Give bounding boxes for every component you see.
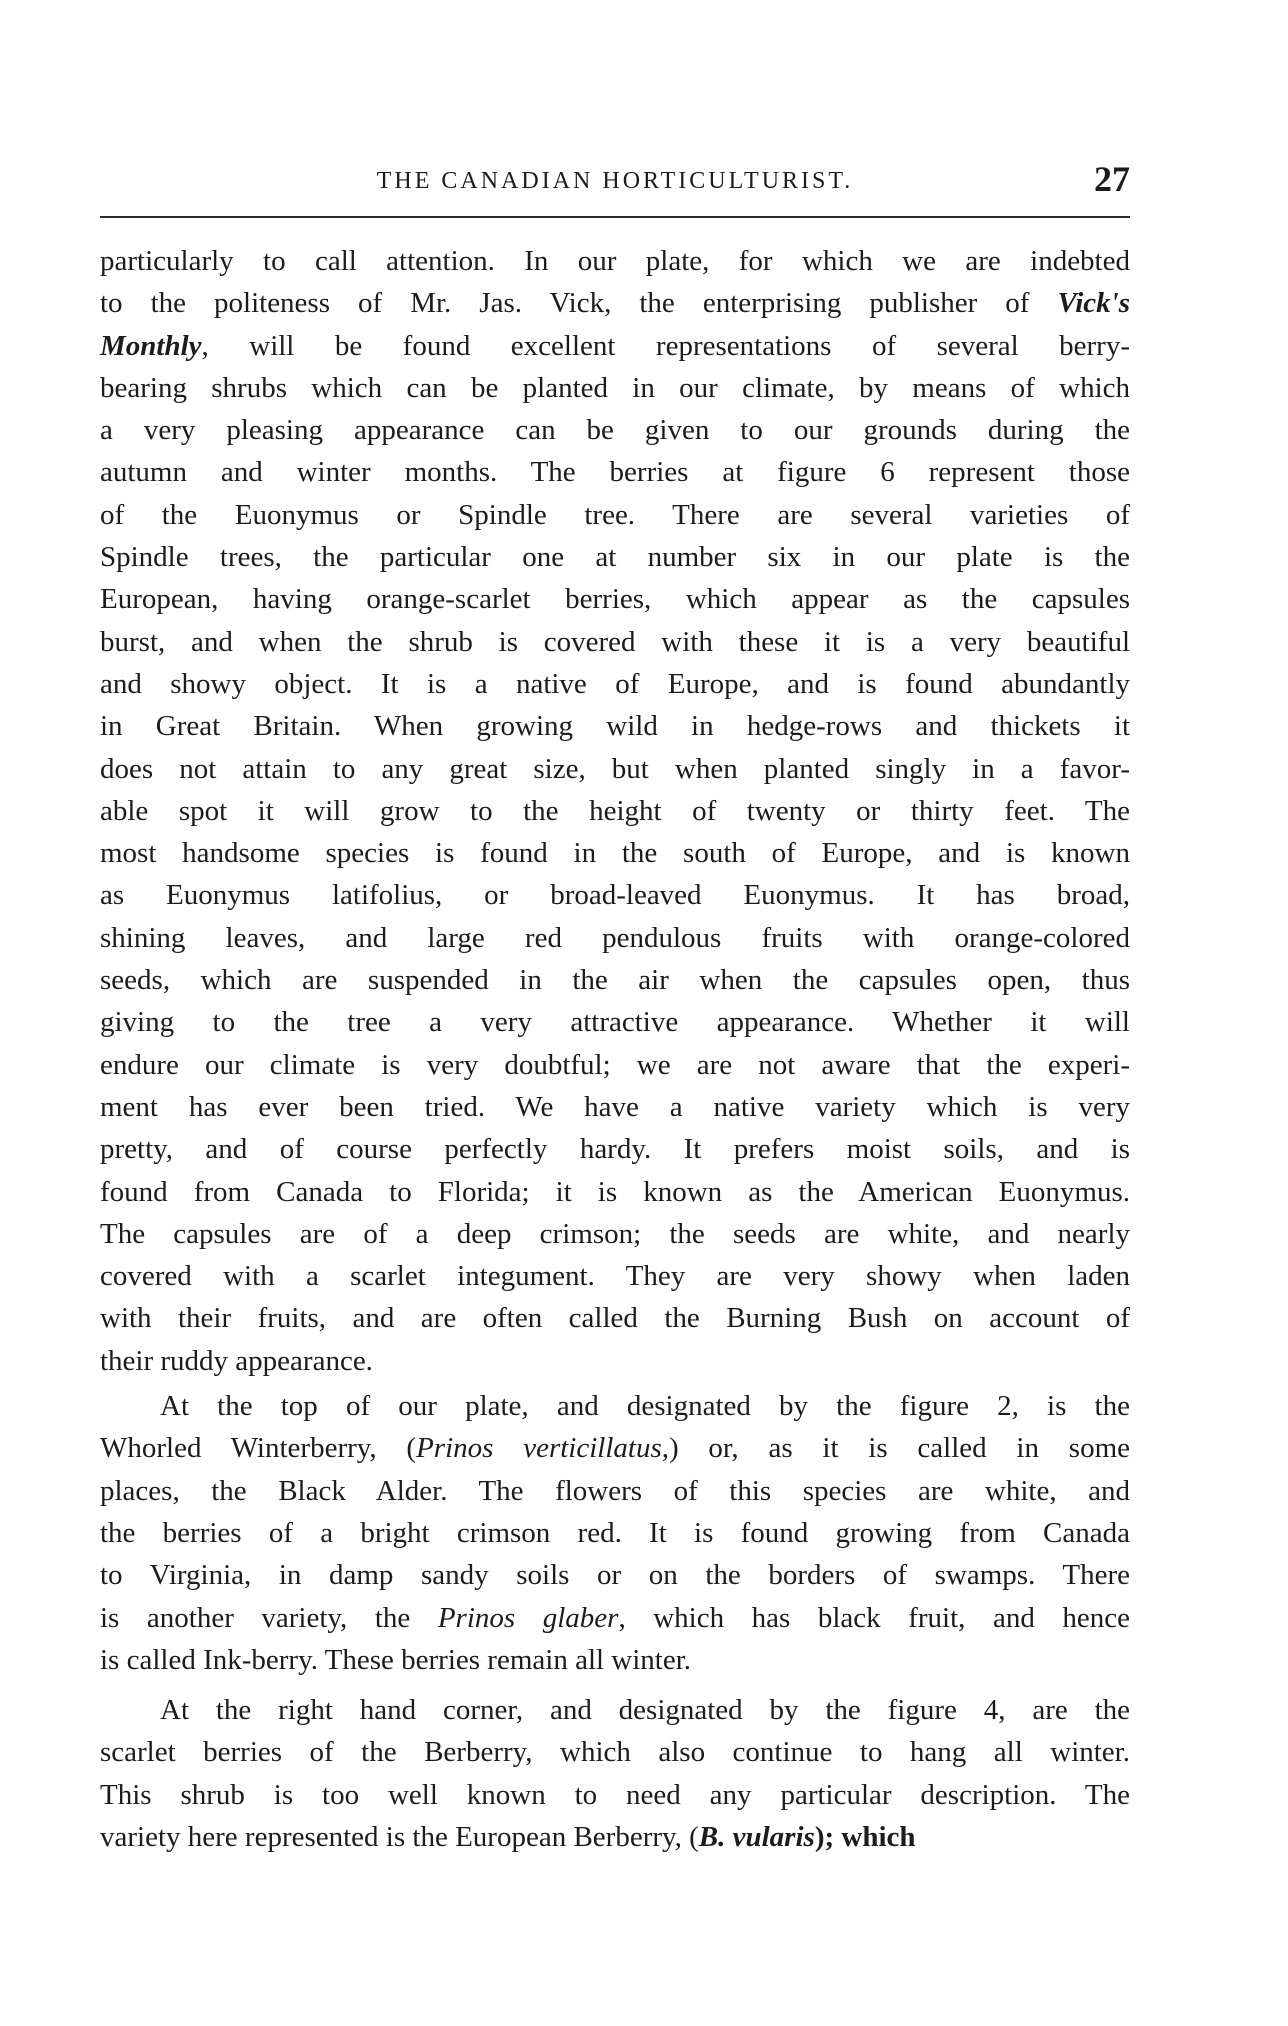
text-span: endure our climate is very doubtful; we are not aware that the experi-	[100, 1048, 1130, 1081]
text-line	[100, 621, 1130, 663]
text-line	[100, 451, 1130, 493]
text-line	[100, 1774, 1130, 1816]
text-span: to the politeness of Mr. Jas. Vick, the enterprising publisher of	[100, 287, 1058, 320]
emphasized-text: ); which	[814, 1820, 916, 1853]
text-line	[100, 494, 1130, 536]
text-span: Spindle trees, the particular one at number six in our plate is the	[100, 541, 1130, 574]
text-line	[100, 1086, 1130, 1128]
text-line	[100, 874, 1130, 916]
text-span: particularly to call attention. In our plate, for which we are indebted	[100, 245, 1130, 277]
paragraph	[100, 1689, 1130, 1858]
text-line	[100, 790, 1130, 832]
text-span: most handsome species is found in the south of Europe, and is known	[100, 837, 1130, 870]
text-span: of the Euonymus or Spindle tree. There are several varieties of	[100, 498, 1130, 531]
running-head	[100, 158, 1130, 208]
text-span: their ruddy appearance.	[100, 1344, 373, 1377]
text-line	[100, 1001, 1130, 1043]
text-span: At the top of our plate, and designated by the figure 2, is the	[160, 1390, 1130, 1423]
text-line	[100, 1689, 1130, 1731]
text-span: a very pleasing appearance can be given to our grounds during the	[100, 414, 1130, 447]
text-line	[100, 536, 1130, 578]
text-line	[100, 578, 1130, 620]
text-span: giving to the tree a very attractive appearance. Whether it will	[100, 1006, 1130, 1039]
paragraph	[100, 1385, 1130, 1681]
text-span: is another variety, the	[100, 1601, 438, 1634]
text-line	[100, 1512, 1130, 1554]
text-span: At the right hand corner, and designated by the figure 4, are the	[160, 1694, 1130, 1727]
header-rule	[100, 216, 1130, 218]
text-span: ment has ever been tried. We have a native variety which is very	[100, 1090, 1130, 1123]
text-line	[100, 1816, 1130, 1858]
text-line	[100, 705, 1130, 747]
text-line	[100, 325, 1130, 367]
text-line	[100, 1385, 1130, 1427]
text-line	[100, 367, 1130, 409]
text-span: as Euonymus latifolius, or broad-leaved Euonymus. It has broad,	[100, 879, 1130, 912]
text-line	[100, 1044, 1130, 1086]
text-span: The capsules are of a deep crimson; the seeds are white, and nearly	[100, 1217, 1130, 1250]
text-line	[100, 663, 1130, 705]
text-span: ) or, as it is called in some	[668, 1432, 1130, 1465]
text-span: covered with a scarlet integument. They are very showy when laden	[100, 1260, 1130, 1293]
text-span: in Great Britain. When growing wild in hedge-rows and thickets it	[100, 710, 1130, 743]
text-span: , which has black fruit, and hence	[618, 1601, 1130, 1634]
text-span: autumn and winter months. The berries at figure 6 represent those	[100, 456, 1130, 489]
emphasized-text: Prinos glaber	[437, 1601, 619, 1634]
text-span: scarlet berries of the Berberry, which also continue to hang all winter.	[100, 1736, 1130, 1769]
text-span: This shrub is too well known to need any particular description. The	[100, 1778, 1130, 1811]
text-line	[100, 1171, 1130, 1213]
text-span: pretty, and of course perfectly hardy. It prefers moist soils, and is	[100, 1133, 1130, 1166]
text-span: bearing shrubs which can be planted in our climate, by means of which	[100, 371, 1130, 404]
page-number: 27	[1094, 159, 1130, 199]
text-span: does not attain to any great size, but when planted singly in a favor-	[100, 752, 1130, 785]
text-span: European, having orange-scarlet berries, which appear as the capsules	[100, 583, 1130, 616]
text-span: with their fruits, and are often called the Burning Bush on account of	[100, 1302, 1130, 1335]
text-span: seeds, which are suspended in the air when the capsules open, thus	[100, 964, 1130, 997]
text-line	[100, 1297, 1130, 1339]
text-line	[100, 1340, 1130, 1382]
emphasized-text: Monthly	[100, 329, 202, 362]
text-span: to Virginia, in damp sandy soils or on the borders of swamps. There	[100, 1559, 1130, 1592]
text-line	[100, 1427, 1130, 1469]
text-span: , will be found excellent representations of several berry-	[201, 329, 1130, 362]
text-span: shining leaves, and large red pendulous fruits with orange-colored	[100, 921, 1130, 954]
emphasized-text: B. vularis	[698, 1820, 815, 1853]
text-line	[100, 282, 1130, 324]
text-line	[100, 1639, 1130, 1681]
text-line	[100, 1731, 1130, 1773]
text-span: variety here represented is the European Berberry, (	[100, 1820, 699, 1853]
text-line	[100, 959, 1130, 1001]
text-line	[100, 1554, 1130, 1596]
text-line	[100, 1597, 1130, 1639]
emphasized-text: Vick's	[1057, 287, 1130, 320]
article-body	[100, 240, 1130, 1858]
journal-title: THE CANADIAN HORTICULTURIST.	[376, 168, 854, 194]
text-line	[100, 240, 1130, 282]
text-line	[100, 917, 1130, 959]
text-line	[100, 748, 1130, 790]
text-line	[100, 1255, 1130, 1297]
text-span: Whorled Winterberry, (	[100, 1432, 417, 1465]
text-span: able spot it will grow to the height of twenty or thirty feet. The	[100, 794, 1130, 827]
text-line	[100, 1470, 1130, 1512]
text-span: places, the Black Alder. The flowers of this species are white, and	[100, 1474, 1130, 1507]
text-span: found from Canada to Florida; it is known as the American Euonymus.	[100, 1175, 1130, 1208]
text-line	[100, 409, 1130, 451]
text-line	[100, 1213, 1130, 1255]
text-span: burst, and when the shrub is covered with these it is a very beautiful	[100, 625, 1130, 658]
paragraph	[100, 240, 1130, 1382]
text-line	[100, 832, 1130, 874]
text-span: and showy object. It is a native of Europe, and is found abundantly	[100, 667, 1130, 700]
text-span: is called Ink-berry. These berries remain all winter.	[100, 1643, 692, 1676]
emphasized-text: Prinos verticillatus,	[416, 1432, 669, 1465]
text-span: the berries of a bright crimson red. It is found growing from Canada	[100, 1516, 1130, 1549]
text-line	[100, 1128, 1130, 1170]
paragraph-gap	[100, 1681, 1130, 1689]
